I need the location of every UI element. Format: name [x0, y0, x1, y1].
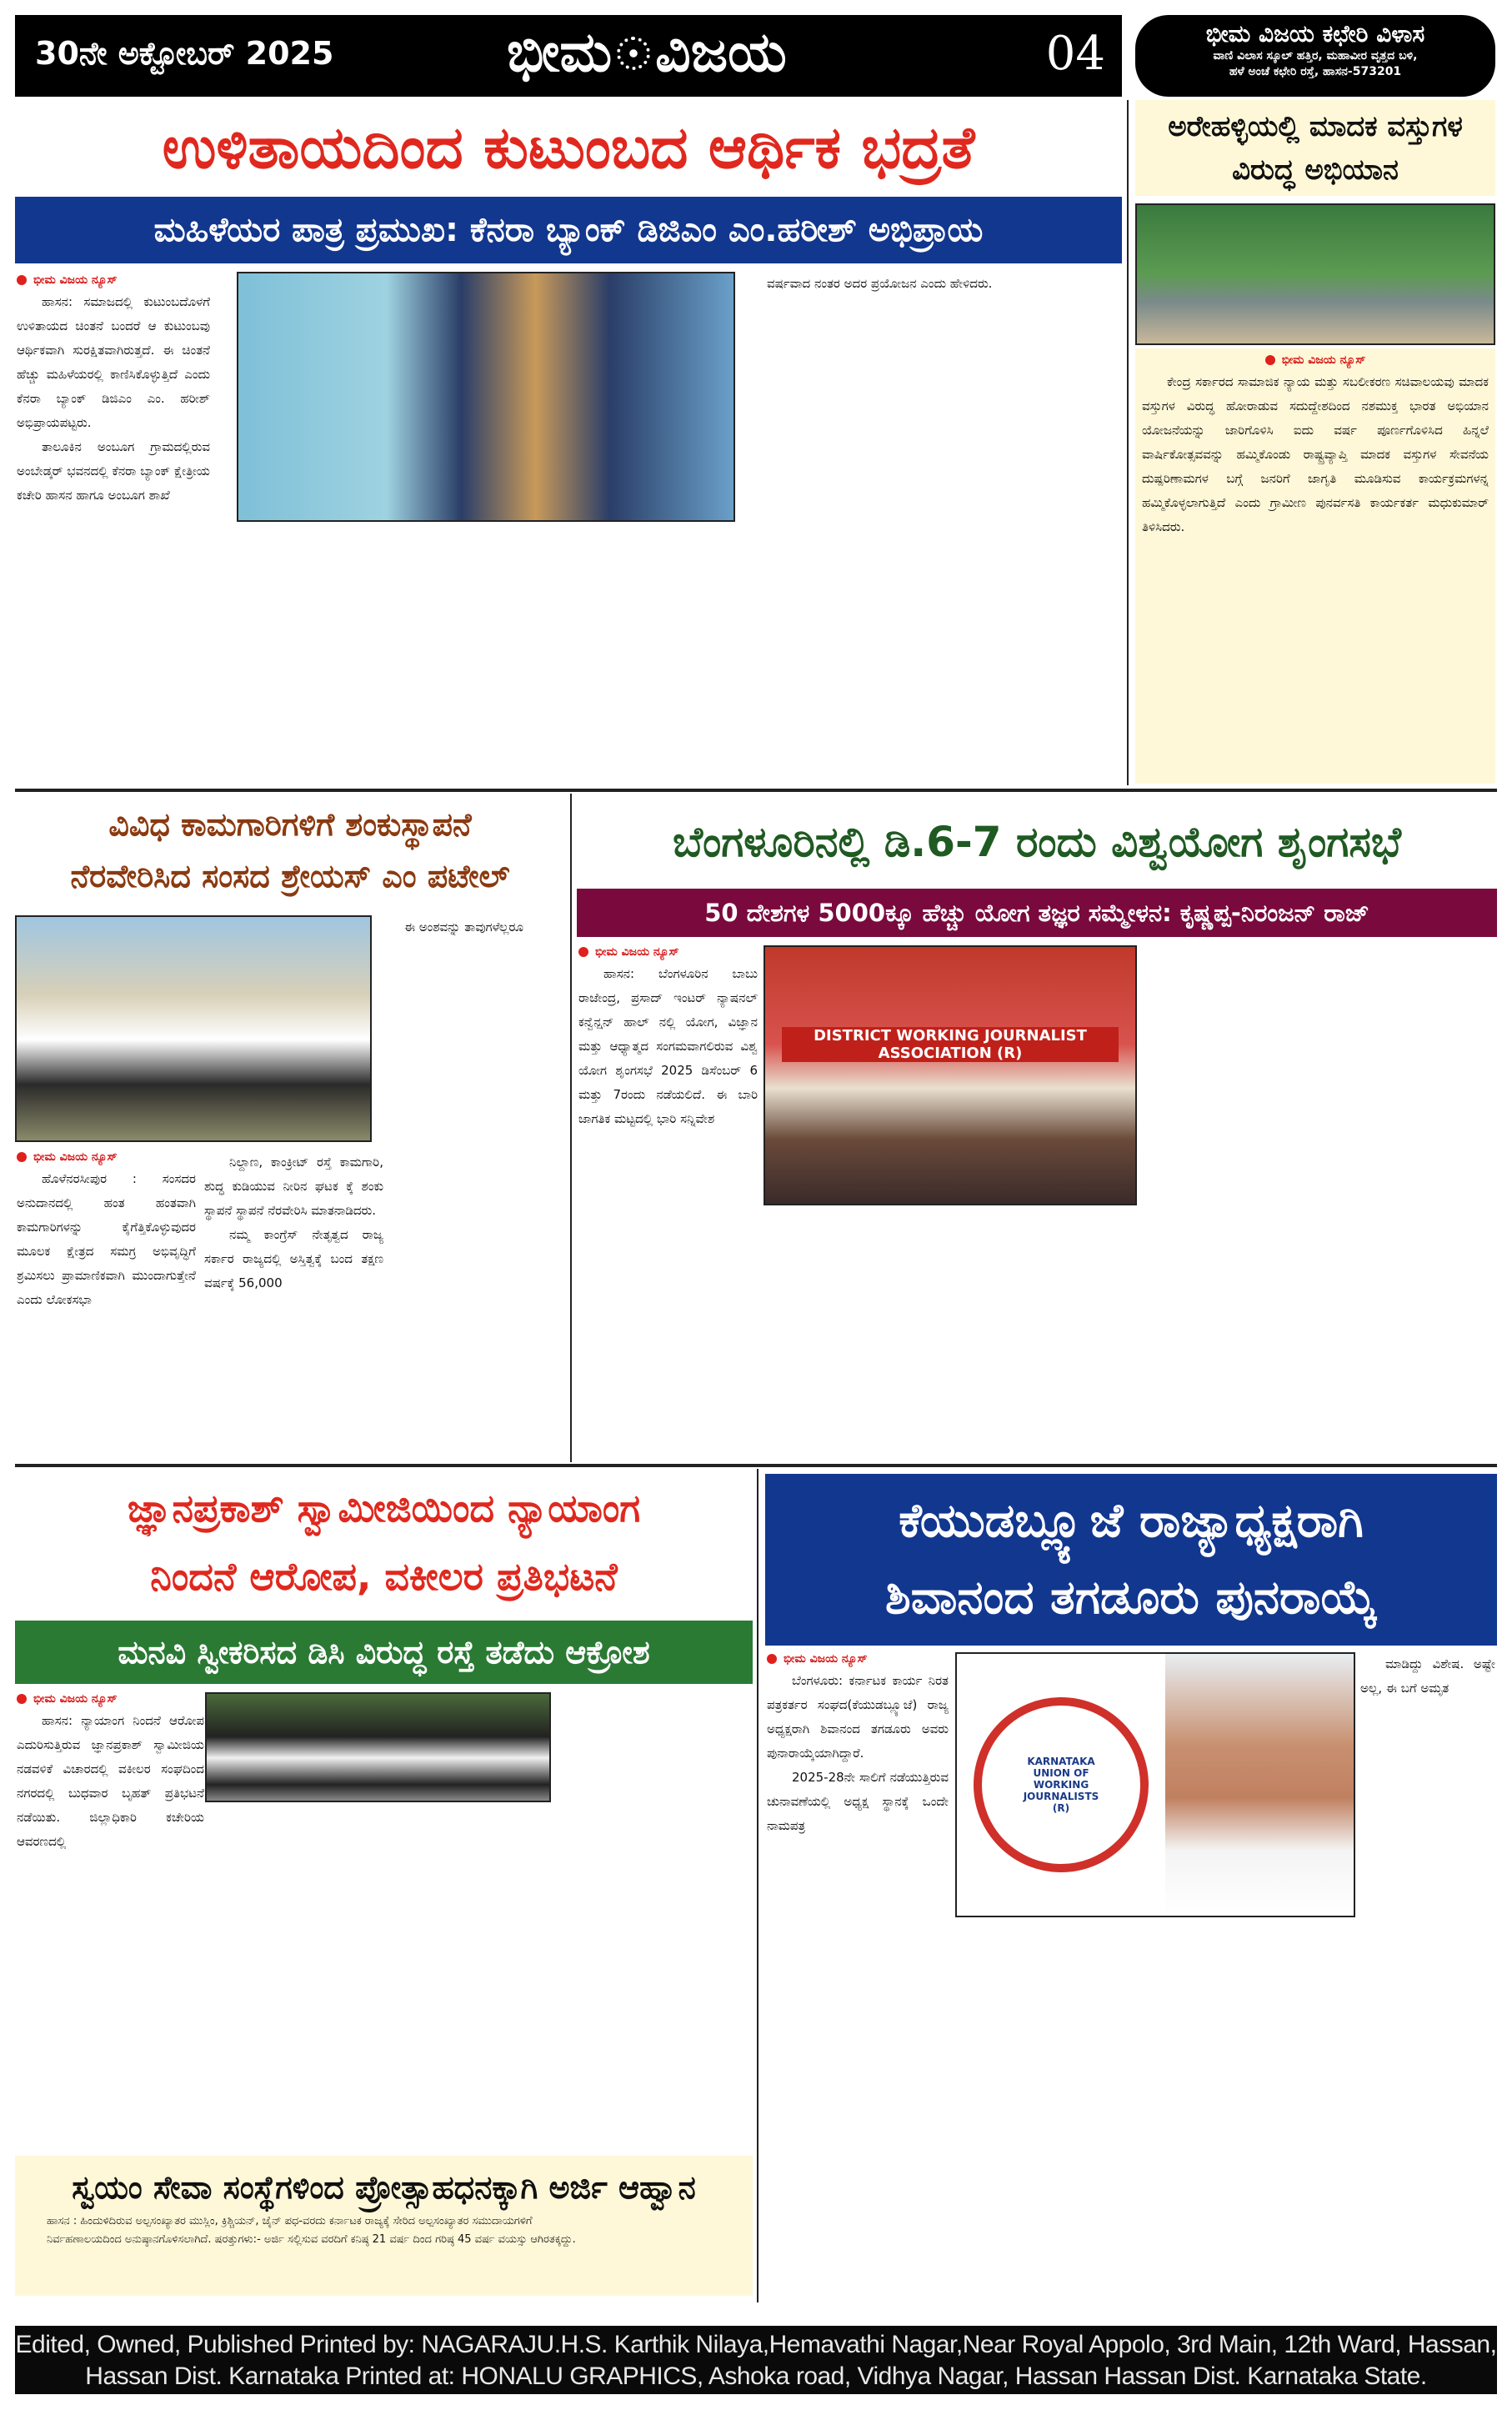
- article-paragraph: ಹಾಸನ : ಹಿಂದುಳಿದಿರುವ ಅಲ್ಪಸಂಖ್ಯಾತರ ಮುಸ್ಲಿಂ, ಕ್ರಿಶ್ಚಿಯನ್, ಜೈನ್ ಪಧ-ವರದು ಕರ್ನಾಟಕ ರಾಜ್ಯಕ್ಕೆ ಸೇರಿದ ಅಲ್ಪಸಂಖ್ಯಾತರ ಸಮುದಾಯಗಳಿಗೆ: [47, 2215, 533, 2227]
- article6-box: [15, 2156, 753, 2296]
- byline: ಭೀಮ ವಿಜಯ ನ್ಯೂಸ್: [17, 273, 210, 287]
- byline: ಭೀಮ ವಿಜಯ ನ್ಯೂಸ್: [767, 1652, 949, 1666]
- column-divider: [570, 794, 572, 1462]
- article-paragraph: ಮಾಡಿದ್ದು ವಿಶೇಷ. ಅಷ್ಟೇ ಅಲ್ಲ, ಈ ಬಗೆ ಅಮೃತ: [1360, 1656, 1495, 1696]
- newspaper-logo: [507, 20, 787, 86]
- office-address-line: ವಾಣಿ ವಿಲಾಸ ಸ್ಕೂಲ್ ಹತ್ತಿರ, ಮಹಾವೀರ ವೃತ್ತದ ಬಳಿ,: [1213, 49, 1418, 63]
- masthead: [15, 15, 1122, 97]
- article-paragraph: ಹಾಸನ: ಸಮಾಜದಲ್ಲಿ ಕುಟುಂಬದೊಳಗೆ ಉಳಿತಾಯದ ಚಿಂತನೆ ಬಂದರೆ ಆ ಕುಟುಂಬವು ಆರ್ಥಿಕವಾಗಿ ಸುರಕ್ಷಿತವಾಗಿರುತ್ತದೆ. ಈ ಚಿಂತನೆ ಹೆಚ್ಚು ಮಹಿಳೆಯರಲ್ಲಿ ಕಾಣಿಸಿಕೊಳ್ಳುತ್ತಿದೆ ಎಂದು ಕೆನರಾ ಬ್ಯಾಂಕ್ ಡಿಜಿಎಂ ಎಂ. ಹರೀಶ್ ಅಭಿಪ್ರಾಯಪಟ್ಟರು.: [17, 294, 210, 430]
- article4-photo: [764, 945, 1137, 1205]
- article1-headline: ಉಳಿತಾಯದಿಂದ ಕುಟುಂಬದ ಆರ್ಥಿಕ ಭದ್ರತೆ: [162, 113, 975, 182]
- bullet-icon: [1265, 355, 1275, 365]
- chakra-icon: [617, 37, 650, 70]
- logo-word-left: ಭೀಮ: [507, 20, 613, 84]
- portrait-image: [1165, 1654, 1354, 1916]
- office-address-line: ಹಳೆ ಅಂಚೆ ಕಛೇರಿ ರಸ್ತೆ, ಹಾಸನ-573201: [1229, 65, 1402, 78]
- bullet-icon: [17, 275, 27, 285]
- article-paragraph: ಹಾಸನ: ಬೆಂಗಳೂರಿನ ಬಾಬು ರಾಜೇಂದ್ರ, ಪ್ರಸಾದ್ ಇಂಟರ್ ನ್ಯಾಷನಲ್ ಕನ್ವೆನ್ಷನ್ ಹಾಲ್ ನಲ್ಲಿ ಯೋಗ, ವಿಜ್ಞಾನ ಮತ್ತು ಆಧ್ಯಾತ್ಮದ ಸಂಗಮವಾಗಲಿರುವ ವಿಶ್ವ ಯೋಗ ಶೃಂಗಸಭೆ 2025 ಡಿಸೆಂಬರ್ 6 ಮತ್ತು 7ರಂದು ನಡೆಯಲಿದೆ. ಈ ಬಾರಿ ಜಾಗತಿಕ ಮಟ್ಟದಲ್ಲಿ ಭಾರಿ ಸನ್ನಿವೇಶ: [578, 966, 758, 1126]
- article-paragraph: ಹಾಸನ: ನ್ಯಾಯಾಂಗ ನಿಂದನೆ ಆರೋಪ ಎದುರಿಸುತ್ತಿರುವ ಜ್ಞಾನಪ್ರಕಾಶ್ ಸ್ವಾಮೀಜಿಯ ನಡವಳಿಕೆ ವಿಚಾರದಲ್ಲಿ ವಕೀಲರ ಸಂಘದಿಂದ ನಗರದಲ್ಲಿ ಬುಧವಾರ ಬೃಹತ್ ಪ್ರತಿಭಟನೆ ನಡೆಯಿತು. ಜಿಲ್ಲಾಧಿಕಾರಿ ಕಚೇರಿಯ ಆವರಣದಲ್ಲಿ: [17, 1713, 204, 1849]
- article5-photo: [205, 1692, 551, 1802]
- article1-photo: [237, 272, 735, 522]
- article-paragraph: ನಮ್ಮ ಕಾಂಗ್ರೆಸ್ ನೇತೃತ್ವದ ರಾಜ್ಯ ಸರ್ಕಾರ ರಾಜ್ಯದಲ್ಲಿ ಅಸ್ತಿತ್ವಕ್ಕೆ ಬಂದ ತಕ್ಷಣ ವರ್ಷಕ್ಕೆ 56,000: [204, 1227, 383, 1290]
- byline: ಭೀಮ ವಿಜಯ ನ್ಯೂಸ್: [17, 1692, 204, 1706]
- article-paragraph: ನಿರ್ವಹಣಾಲಯದಿಂದ ಅನುಷ್ಠಾನಗೊಳಿಸಲಾಗಿದೆ. ಷರತ್ತುಗಳು:- ಅರ್ಜಿ ಸಲ್ಲಿಸುವ ವರದಿಗೆ ಕನಿಷ್ಠ 21 ವರ್ಷ ದಿಂದ ಗರಿಷ್ಠ 45 ವರ್ಷ ವಯಸ್ಸು ಆಗಿರತಕ್ಕದ್ದು.: [47, 2233, 576, 2246]
- imprint-footer: [15, 2326, 1497, 2394]
- kuwj-logo: KARNATAKA UNION OF WORKING JOURNALISTS (R): [957, 1654, 1165, 1916]
- article5-subhead: ಮನವಿ ಸ್ವೀಕರಿಸದ ಡಿಸಿ ವಿರುದ್ಧ ರಸ್ತೆ ತಡೆದು ಆಕ್ರೋಶ: [15, 1621, 753, 1684]
- article4-subhead: 50 ದೇಶಗಳ 5000ಕ್ಕೂ ಹೆಚ್ಚು ಯೋಗ ತಜ್ಞರ ಸಮ್ಮೇಳನ: ಕೃಷ್ಣಪ್ಪ-ನಿರಂಜನ್ ರಾಜ್: [577, 889, 1497, 937]
- article4-headline: ಬೆಂಗಳೂರಿನಲ್ಲಿ ಡಿ.6-7 ರಂದು ವಿಶ್ವಯೋಗ ಶೃಂಗಸಭೆ: [672, 818, 1402, 866]
- article1-subhead: ಮಹಿಳೆಯರ ಪಾತ್ರ ಪ್ರಮುಖ: ಕೆನರಾ ಬ್ಯಾಂಕ್ ಡಿಜಿಎಂ ಎಂ.ಹರೀಶ್ ಅಭಿಪ್ರಾಯ: [15, 197, 1122, 263]
- article-paragraph: ತಾಲೂಕಿನ ಅಂಬೂಗ ಗ್ರಾಮದಲ್ಲಿರುವ ಅಂಬೇಡ್ಕರ್ ಭವನದಲ್ಲಿ ಕೆನರಾ ಬ್ಯಾಂಕ್ ಕ್ಷೇತ್ರೀಯ ಕಚೇರಿ ಹಾಸನ ಹಾಗೂ ಅಂಬೂಗ ಶಾಖೆ: [17, 439, 210, 503]
- column-divider: [757, 1469, 759, 2302]
- office-address-box: [1135, 15, 1495, 97]
- article-paragraph: ಬೆಂಗಳೂರು: ಕರ್ನಾಟಕ ಕಾರ್ಯ ನಿರತ ಪತ್ರಕರ್ತರ ಸಂಘದ(ಕೆಯುಡಬ್ಲ್ಯೂಜೆ) ರಾಜ್ಯ ಅಧ್ಯಕ್ಷರಾಗಿ ಶಿವಾನಂದ ತಗಡೂರು ಅವರು ಪುನಾರಾಯ್ಕೆಯಾಗಿದ್ದಾರೆ.: [767, 1673, 949, 1761]
- byline: ಭೀಮ ವಿಜಯ ನ್ಯೂಸ್: [1142, 353, 1489, 367]
- article7-headline: ಕೆಯುಡಬ್ಲ್ಯೂಜೆ ರಾಜ್ಯಾಧ್ಯಕ್ಷರಾಗಿ ಶಿವಾನಂದ ತಗಡೂರು ಪುನರಾಯ್ಕೆ: [765, 1474, 1497, 1646]
- imprint-line: Hassan Dist. Karnataka Printed at: HONALU GRAPHICS, Ashoka road, Vidhya Nagar, Hassan Hassan Dist. Karnataka State.: [85, 2362, 1427, 2390]
- byline: ಭೀಮ ವಿಜಯ ನ್ಯೂಸ್: [578, 945, 758, 959]
- article-paragraph: 2025-28ನೇ ಸಾಲಿಗೆ ನಡೆಯುತ್ತಿರುವ ಚುನಾವಣೆಯಲ್ಲಿ ಅಧ್ಯಕ್ಷ ಸ್ಥಾನಕ್ಕೆ ಒಂದೇ ನಾಮಪತ್ರ: [767, 1770, 949, 1833]
- section-divider: [15, 1464, 1497, 1467]
- article7-photo: [955, 1652, 1355, 1917]
- office-title: ಭೀಮ ವಿಜಯ ಕಛೇರಿ ವಿಳಾಸ: [1205, 20, 1425, 48]
- article-paragraph: ಈ ಅಂಶವನ್ನು ತಾವುಗಳೆಲ್ಲರೂ: [404, 919, 523, 934]
- article3-headline: ವಿವಿಧ ಕಾಮಗಾರಿಗಳಿಗೆ ಶಂಕುಸ್ಥಾಪನೆ ನೆರವೇರಿಸಿದ ಸಂಸದ ಶ್ರೇಯಸ್ ಎಂ ಪಟೇಲ್: [70, 806, 510, 894]
- article3-photo: [15, 915, 372, 1142]
- article-paragraph: ಹೊಳೆನರಸೀಪುರ : ಸಂಸದರ ಅನುದಾನದಲ್ಲಿ ಹಂತ ಹಂತವಾಗಿ ಕಾಮಗಾರಿಗಳನ್ನು ಕೈಗೆತ್ತಿಕೊಳ್ಳುವುದರ ಮೂಲಕ ಕ್ಷೇತ್ರದ ಸಮಗ್ರ ಅಭಿವೃದ್ಧಿಗೆ ಶ್ರಮಿಸಲು ಪ್ರಾಮಾಣಿಕವಾಗಿ ಮುಂದಾಗುತ್ತೇನೆ ಎಂದು ಲೋಕಸಭಾ: [17, 1171, 196, 1307]
- bullet-icon: [17, 1152, 27, 1162]
- article-paragraph: ನಿಲ್ದಾಣ, ಕಾಂಕ್ರೀಟ್ ರಸ್ತೆ ಕಾಮಗಾರಿ, ಶುದ್ಧ ಕುಡಿಯುವ ನೀರಿನ ಘಟಕ ಕ್ಕೆ ಶಂಕು ಸ್ಥಾಪನೆ ಸ್ಥಾಪನೆ ನೆರವೇರಿಸಿ ಮಾತನಾಡಿದರು.: [204, 1155, 383, 1218]
- bullet-icon: [767, 1654, 777, 1664]
- page-number: 04: [1045, 27, 1105, 81]
- article1-col1: [17, 273, 210, 782]
- section-divider: [15, 789, 1497, 792]
- photo-banner-text: DISTRICT WORKING JOURNALIST ASSOCIATION (R): [782, 1027, 1119, 1062]
- column-divider: [1127, 100, 1129, 785]
- imprint-line: Edited, Owned, Published Printed by: NAGARAJU.H.S. Karthik Nilaya,Hemavathi Nagar,Near Royal Appolo, 3rd Main, 12th Ward, Hassan,: [15, 2331, 1497, 2358]
- article5-headline: ಜ್ಞಾನಪ್ರಕಾಶ್ ಸ್ವಾಮೀಜಿಯಿಂದ ನ್ಯಾಯಾಂಗ ನಿಂದನೆ ಆರೋಪ, ವಕೀಲರ ಪ್ರತಿಭಟನೆ: [127, 1486, 641, 1599]
- issue-date: 30ನೇ ಅಕ್ಟೋಬರ್ 2025: [35, 35, 334, 72]
- article2-headline: ಅರೇಹಳ್ಳಿಯಲ್ಲಿ ಮಾದಕ ವಸ್ತುಗಳ ವಿರುದ್ಧ ಅಭಿಯಾನ: [1135, 100, 1495, 196]
- article-paragraph: ಕೇಂದ್ರ ಸರ್ಕಾರದ ಸಾಮಾಜಿಕ ನ್ಯಾಯ ಮತ್ತು ಸಬಲೀಕರಣ ಸಚಿವಾಲಯವು ಮಾದಕ ವಸ್ತುಗಳ ವಿರುದ್ಧ ಹೋರಾಡುವ ಸದುದ್ದೇಶದಿಂದ ನಶಮುಕ್ತ ಭಾರತ ಅಭಿಯಾನ ಯೋಜನೆಯನ್ನು ಜಾರಿಗೊಳಿಸಿ ಐದು ವರ್ಷ ಪೂರ್ಣಗೊಳಿಸಿದ ಹಿನ್ನಲೆ ವಾರ್ಷಿಕೋತ್ಸವವನ್ನು ಹಮ್ಮಿಕೊಂಡು ರಾಷ್ಟ್ರವ್ಯಾಪ್ತಿ ಮಾದಕ ವಸ್ತುಗಳ ಸೇವನೆಯ ದುಷ್ಪರಿಣಾಮಗಳ ಬಗ್ಗೆ ಜನರಿಗೆ ಜಾಗೃತಿ ಮೂಡಿಸುವ ಕಾರ್ಯಕ್ರಮಗಳನ್ನ ಹಮ್ಮಿಕೊಳ್ಳಲಾಗುತ್ತಿದೆ ಎಂದು ಗ್ರಾಮೀಣ ಪುನರ್ವಸತಿ ಕಾರ್ಯಕರ್ತ ಮಧುಕುಮಾರ್ ತಿಳಿಸಿದರು.: [1142, 374, 1489, 534]
- bullet-icon: [578, 947, 588, 957]
- article-paragraph: ವರ್ಷವಾದ ನಂತರ ಅದರ ಪ್ರಯೋಜನ ಎಂದು ಹೇಳಿದರು.: [767, 276, 993, 291]
- bullet-icon: [17, 1694, 27, 1704]
- article2-photo: [1135, 203, 1495, 345]
- logo-word-right: ವಿಜಯ: [655, 20, 787, 84]
- byline: ಭೀಮ ವಿಜಯ ನ್ಯೂಸ್: [17, 1150, 196, 1164]
- article6-headline: ಸ್ವಯಂ ಸೇವಾ ಸಂಸ್ಥೆಗಳಿಂದ ಪ್ರೋತ್ಸಾಹಧನಕ್ಕಾಗಿ ಅರ್ಜಿ ಆಹ್ವಾನ: [72, 2169, 696, 2206]
- article2-body: [1135, 348, 1495, 784]
